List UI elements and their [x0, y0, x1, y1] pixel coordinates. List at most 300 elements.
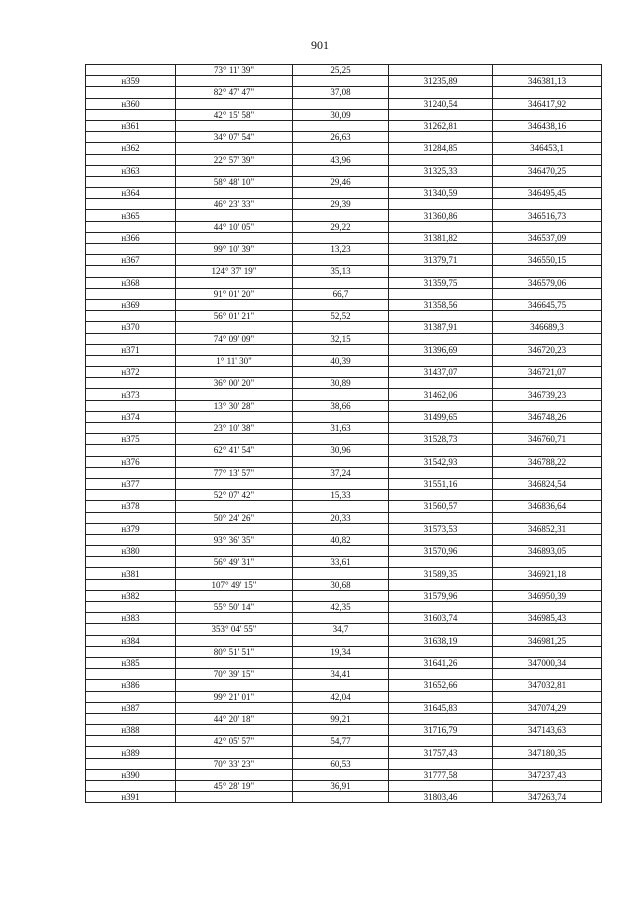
- angle-cell: [176, 76, 293, 87]
- segment-row: [86, 87, 602, 98]
- distance-cell: [293, 210, 389, 221]
- angle-cell: [176, 255, 293, 266]
- angle-cell: 73° 11' 39": [176, 65, 293, 76]
- distance-cell: [293, 232, 389, 243]
- distance-cell: [293, 76, 389, 87]
- point-row: [86, 277, 602, 288]
- x-cell: 31387,91: [389, 322, 493, 333]
- x-cell: [389, 221, 493, 232]
- point-cell: н364: [86, 188, 176, 199]
- point-cell: [86, 781, 176, 792]
- point-cell: [86, 713, 176, 724]
- point-cell: н371: [86, 344, 176, 355]
- x-cell: 31359,75: [389, 277, 493, 288]
- segment-row: [86, 736, 602, 747]
- point-row: [86, 702, 602, 713]
- distance-cell: 66,7: [293, 288, 389, 299]
- y-cell: 346417,92: [493, 98, 602, 109]
- point-row: [86, 255, 602, 266]
- segment-row: [86, 758, 602, 769]
- point-cell: [86, 378, 176, 389]
- page-number: 901: [311, 38, 329, 52]
- point-cell: [86, 65, 176, 76]
- y-cell: [493, 288, 602, 299]
- point-cell: [86, 266, 176, 277]
- x-cell: 31570,96: [389, 546, 493, 557]
- y-cell: [493, 713, 602, 724]
- distance-cell: 20,33: [293, 512, 389, 523]
- distance-cell: 30,09: [293, 109, 389, 120]
- angle-cell: 42° 15' 58": [176, 109, 293, 120]
- y-cell: 346516,73: [493, 210, 602, 221]
- y-cell: [493, 534, 602, 545]
- distance-cell: 35,13: [293, 266, 389, 277]
- angle-cell: 45° 28' 19": [176, 781, 293, 792]
- point-cell: [86, 579, 176, 590]
- point-cell: [86, 467, 176, 478]
- point-cell: [86, 244, 176, 255]
- segment-row: [86, 490, 602, 501]
- x-cell: 31381,82: [389, 232, 493, 243]
- y-cell: 346985,43: [493, 613, 602, 624]
- distance-cell: [293, 411, 389, 422]
- distance-cell: 37,24: [293, 467, 389, 478]
- y-cell: 346739,23: [493, 389, 602, 400]
- point-row: [86, 613, 602, 624]
- point-row: [86, 411, 602, 422]
- angle-cell: [176, 277, 293, 288]
- y-cell: 346689,3: [493, 322, 602, 333]
- point-cell: [86, 602, 176, 613]
- point-row: [86, 792, 602, 803]
- distance-cell: [293, 120, 389, 131]
- point-cell: н386: [86, 680, 176, 691]
- distance-cell: 38,66: [293, 400, 389, 411]
- angle-cell: 74° 09' 09": [176, 333, 293, 344]
- point-cell: [86, 691, 176, 702]
- segment-row: [86, 311, 602, 322]
- y-cell: 347074,29: [493, 702, 602, 713]
- angle-cell: [176, 613, 293, 624]
- point-row: [86, 143, 602, 154]
- point-cell: [86, 758, 176, 769]
- coordinates-table-body: [86, 65, 602, 803]
- segment-row: [86, 176, 602, 187]
- point-cell: [86, 624, 176, 635]
- y-cell: 347263,74: [493, 792, 602, 803]
- point-cell: [86, 490, 176, 501]
- point-cell: [86, 109, 176, 120]
- x-cell: [389, 176, 493, 187]
- distance-cell: 54,77: [293, 736, 389, 747]
- x-cell: [389, 423, 493, 434]
- point-row: [86, 546, 602, 557]
- angle-cell: [176, 456, 293, 467]
- point-cell: [86, 87, 176, 98]
- angle-cell: 52° 07' 42": [176, 490, 293, 501]
- distance-cell: [293, 725, 389, 736]
- point-row: [86, 434, 602, 445]
- distance-cell: 32,15: [293, 333, 389, 344]
- point-cell: н379: [86, 523, 176, 534]
- x-cell: 31579,96: [389, 590, 493, 601]
- distance-cell: 34,7: [293, 624, 389, 635]
- angle-cell: 77° 13' 57": [176, 467, 293, 478]
- x-cell: 31462,06: [389, 389, 493, 400]
- x-cell: 31499,65: [389, 411, 493, 422]
- point-row: [86, 478, 602, 489]
- distance-cell: [293, 546, 389, 557]
- angle-cell: [176, 702, 293, 713]
- y-cell: [493, 132, 602, 143]
- point-row: [86, 456, 602, 467]
- distance-cell: 29,46: [293, 176, 389, 187]
- point-cell: [86, 355, 176, 366]
- angle-cell: [176, 635, 293, 646]
- y-cell: 346893,05: [493, 546, 602, 557]
- x-cell: [389, 311, 493, 322]
- y-cell: [493, 176, 602, 187]
- y-cell: 346748,26: [493, 411, 602, 422]
- angle-cell: 36° 00' 20": [176, 378, 293, 389]
- point-row: [86, 680, 602, 691]
- distance-cell: 33,61: [293, 557, 389, 568]
- segment-row: [86, 199, 602, 210]
- segment-row: [86, 646, 602, 657]
- x-cell: [389, 602, 493, 613]
- distance-cell: [293, 613, 389, 624]
- distance-cell: 30,89: [293, 378, 389, 389]
- angle-cell: 353° 04' 55": [176, 624, 293, 635]
- point-cell: [86, 534, 176, 545]
- angle-cell: 91° 01' 20": [176, 288, 293, 299]
- distance-cell: 30,68: [293, 579, 389, 590]
- segment-row: [86, 579, 602, 590]
- y-cell: [493, 669, 602, 680]
- y-cell: 346824,54: [493, 478, 602, 489]
- point-row: [86, 523, 602, 534]
- angle-cell: [176, 143, 293, 154]
- x-cell: 31528,73: [389, 434, 493, 445]
- x-cell: 31777,58: [389, 769, 493, 780]
- y-cell: 346788,22: [493, 456, 602, 467]
- angle-cell: [176, 389, 293, 400]
- point-cell: н374: [86, 411, 176, 422]
- point-cell: н389: [86, 747, 176, 758]
- y-cell: 347032,81: [493, 680, 602, 691]
- y-cell: 346852,31: [493, 523, 602, 534]
- y-cell: [493, 355, 602, 366]
- point-cell: н365: [86, 210, 176, 221]
- y-cell: 346645,75: [493, 299, 602, 310]
- point-cell: н384: [86, 635, 176, 646]
- distance-cell: [293, 702, 389, 713]
- angle-cell: [176, 299, 293, 310]
- x-cell: 31379,71: [389, 255, 493, 266]
- point-cell: н380: [86, 546, 176, 557]
- segment-row: [86, 65, 602, 76]
- y-cell: [493, 378, 602, 389]
- x-cell: 31360,86: [389, 210, 493, 221]
- distance-cell: [293, 456, 389, 467]
- angle-cell: [176, 165, 293, 176]
- angle-cell: [176, 434, 293, 445]
- point-cell: [86, 199, 176, 210]
- x-cell: 31603,74: [389, 613, 493, 624]
- angle-cell: [176, 232, 293, 243]
- y-cell: 346550,15: [493, 255, 602, 266]
- point-row: [86, 747, 602, 758]
- x-cell: [389, 534, 493, 545]
- angle-cell: 62° 41' 54": [176, 445, 293, 456]
- y-cell: [493, 490, 602, 501]
- angle-cell: 70° 39' 15": [176, 669, 293, 680]
- y-cell: [493, 199, 602, 210]
- y-cell: [493, 65, 602, 76]
- y-cell: 347143,63: [493, 725, 602, 736]
- distance-cell: 13,23: [293, 244, 389, 255]
- point-cell: н377: [86, 478, 176, 489]
- point-cell: н368: [86, 277, 176, 288]
- point-cell: н383: [86, 613, 176, 624]
- point-cell: [86, 400, 176, 411]
- point-cell: н391: [86, 792, 176, 803]
- point-cell: н363: [86, 165, 176, 176]
- point-cell: н388: [86, 725, 176, 736]
- x-cell: [389, 199, 493, 210]
- x-cell: 31284,85: [389, 143, 493, 154]
- point-cell: [86, 512, 176, 523]
- distance-cell: [293, 590, 389, 601]
- point-cell: [86, 445, 176, 456]
- y-cell: 347180,35: [493, 747, 602, 758]
- distance-cell: [293, 680, 389, 691]
- y-cell: 346921,18: [493, 568, 602, 579]
- y-cell: [493, 87, 602, 98]
- angle-cell: 34° 07' 54": [176, 132, 293, 143]
- y-cell: 346381,13: [493, 76, 602, 87]
- y-cell: [493, 109, 602, 120]
- x-cell: 31396,69: [389, 344, 493, 355]
- y-cell: [493, 602, 602, 613]
- distance-cell: 36,91: [293, 781, 389, 792]
- y-cell: [493, 579, 602, 590]
- distance-cell: 43,96: [293, 154, 389, 165]
- distance-cell: [293, 434, 389, 445]
- y-cell: [493, 154, 602, 165]
- distance-cell: [293, 769, 389, 780]
- segment-row: [86, 423, 602, 434]
- distance-cell: 29,22: [293, 221, 389, 232]
- point-row: [86, 635, 602, 646]
- point-cell: [86, 288, 176, 299]
- y-cell: [493, 467, 602, 478]
- segment-row: [86, 467, 602, 478]
- angle-cell: [176, 344, 293, 355]
- x-cell: 31573,53: [389, 523, 493, 534]
- angle-cell: 70° 33' 23": [176, 758, 293, 769]
- segment-row: [86, 266, 602, 277]
- distance-cell: 15,33: [293, 490, 389, 501]
- x-cell: [389, 266, 493, 277]
- x-cell: 31716,79: [389, 725, 493, 736]
- angle-cell: [176, 367, 293, 378]
- segment-row: [86, 691, 602, 702]
- point-cell: [86, 669, 176, 680]
- distance-cell: 37,08: [293, 87, 389, 98]
- angle-cell: 50° 24' 26": [176, 512, 293, 523]
- y-cell: 346981,25: [493, 635, 602, 646]
- distance-cell: 40,82: [293, 534, 389, 545]
- x-cell: 31542,93: [389, 456, 493, 467]
- distance-cell: [293, 523, 389, 534]
- angle-cell: [176, 188, 293, 199]
- y-cell: 346720,23: [493, 344, 602, 355]
- x-cell: 31551,16: [389, 478, 493, 489]
- point-cell: н362: [86, 143, 176, 154]
- x-cell: 31235,89: [389, 76, 493, 87]
- angle-cell: [176, 98, 293, 109]
- distance-cell: 52,52: [293, 311, 389, 322]
- segment-row: [86, 154, 602, 165]
- angle-cell: [176, 657, 293, 668]
- angle-cell: 22° 57' 39": [176, 154, 293, 165]
- angle-cell: 80° 51' 51": [176, 646, 293, 657]
- point-cell: н373: [86, 389, 176, 400]
- segment-row: [86, 557, 602, 568]
- point-cell: [86, 176, 176, 187]
- point-cell: н359: [86, 76, 176, 87]
- x-cell: [389, 400, 493, 411]
- y-cell: 346950,39: [493, 590, 602, 601]
- distance-cell: [293, 277, 389, 288]
- segment-row: [86, 355, 602, 366]
- distance-cell: [293, 792, 389, 803]
- angle-cell: 42° 05' 57": [176, 736, 293, 747]
- y-cell: [493, 646, 602, 657]
- x-cell: [389, 713, 493, 724]
- x-cell: [389, 65, 493, 76]
- distance-cell: 30,96: [293, 445, 389, 456]
- x-cell: [389, 579, 493, 590]
- distance-cell: 42,04: [293, 691, 389, 702]
- x-cell: [389, 624, 493, 635]
- x-cell: [389, 154, 493, 165]
- point-row: [86, 322, 602, 333]
- segment-row: [86, 132, 602, 143]
- point-cell: н390: [86, 769, 176, 780]
- point-row: [86, 367, 602, 378]
- y-cell: [493, 736, 602, 747]
- distance-cell: [293, 747, 389, 758]
- point-cell: н372: [86, 367, 176, 378]
- point-cell: н360: [86, 98, 176, 109]
- x-cell: [389, 467, 493, 478]
- x-cell: 31340,59: [389, 188, 493, 199]
- y-cell: [493, 624, 602, 635]
- angle-cell: [176, 680, 293, 691]
- distance-cell: [293, 165, 389, 176]
- y-cell: 346495,45: [493, 188, 602, 199]
- x-cell: [389, 109, 493, 120]
- distance-cell: [293, 255, 389, 266]
- angle-cell: 55° 50' 14": [176, 602, 293, 613]
- point-row: [86, 210, 602, 221]
- y-cell: 346836,64: [493, 501, 602, 512]
- x-cell: 31240,54: [389, 98, 493, 109]
- point-cell: н369: [86, 299, 176, 310]
- point-cell: [86, 736, 176, 747]
- point-row: [86, 501, 602, 512]
- y-cell: [493, 445, 602, 456]
- point-row: [86, 76, 602, 87]
- x-cell: 31641,26: [389, 657, 493, 668]
- distance-cell: [293, 367, 389, 378]
- distance-cell: 42,35: [293, 602, 389, 613]
- y-cell: 346438,16: [493, 120, 602, 131]
- angle-cell: [176, 792, 293, 803]
- point-cell: [86, 311, 176, 322]
- distance-cell: 31,63: [293, 423, 389, 434]
- point-cell: [86, 333, 176, 344]
- distance-cell: [293, 322, 389, 333]
- point-cell: [86, 423, 176, 434]
- point-cell: н387: [86, 702, 176, 713]
- point-cell: н366: [86, 232, 176, 243]
- y-cell: [493, 400, 602, 411]
- point-cell: н375: [86, 434, 176, 445]
- x-cell: [389, 669, 493, 680]
- angle-cell: [176, 747, 293, 758]
- distance-cell: [293, 344, 389, 355]
- segment-row: [86, 378, 602, 389]
- angle-cell: 44° 10' 05": [176, 221, 293, 232]
- point-cell: н382: [86, 590, 176, 601]
- distance-cell: [293, 478, 389, 489]
- point-row: [86, 98, 602, 109]
- distance-cell: 25,25: [293, 65, 389, 76]
- x-cell: [389, 691, 493, 702]
- y-cell: [493, 557, 602, 568]
- x-cell: 31325,33: [389, 165, 493, 176]
- y-cell: [493, 221, 602, 232]
- y-cell: [493, 333, 602, 344]
- point-row: [86, 165, 602, 176]
- angle-cell: [176, 769, 293, 780]
- segment-row: [86, 669, 602, 680]
- x-cell: [389, 355, 493, 366]
- x-cell: [389, 736, 493, 747]
- angle-cell: 58° 48' 10": [176, 176, 293, 187]
- segment-row: [86, 221, 602, 232]
- distance-cell: [293, 501, 389, 512]
- angle-cell: [176, 120, 293, 131]
- distance-cell: 60,53: [293, 758, 389, 769]
- angle-cell: 82° 47' 47": [176, 87, 293, 98]
- segment-row: [86, 400, 602, 411]
- point-row: [86, 725, 602, 736]
- x-cell: [389, 445, 493, 456]
- point-cell: н367: [86, 255, 176, 266]
- segment-row: [86, 602, 602, 613]
- y-cell: [493, 311, 602, 322]
- angle-cell: 56° 49' 31": [176, 557, 293, 568]
- angle-cell: 13° 30' 28": [176, 400, 293, 411]
- distance-cell: 40,39: [293, 355, 389, 366]
- angle-cell: 1° 11' 30": [176, 355, 293, 366]
- x-cell: 31757,43: [389, 747, 493, 758]
- x-cell: [389, 378, 493, 389]
